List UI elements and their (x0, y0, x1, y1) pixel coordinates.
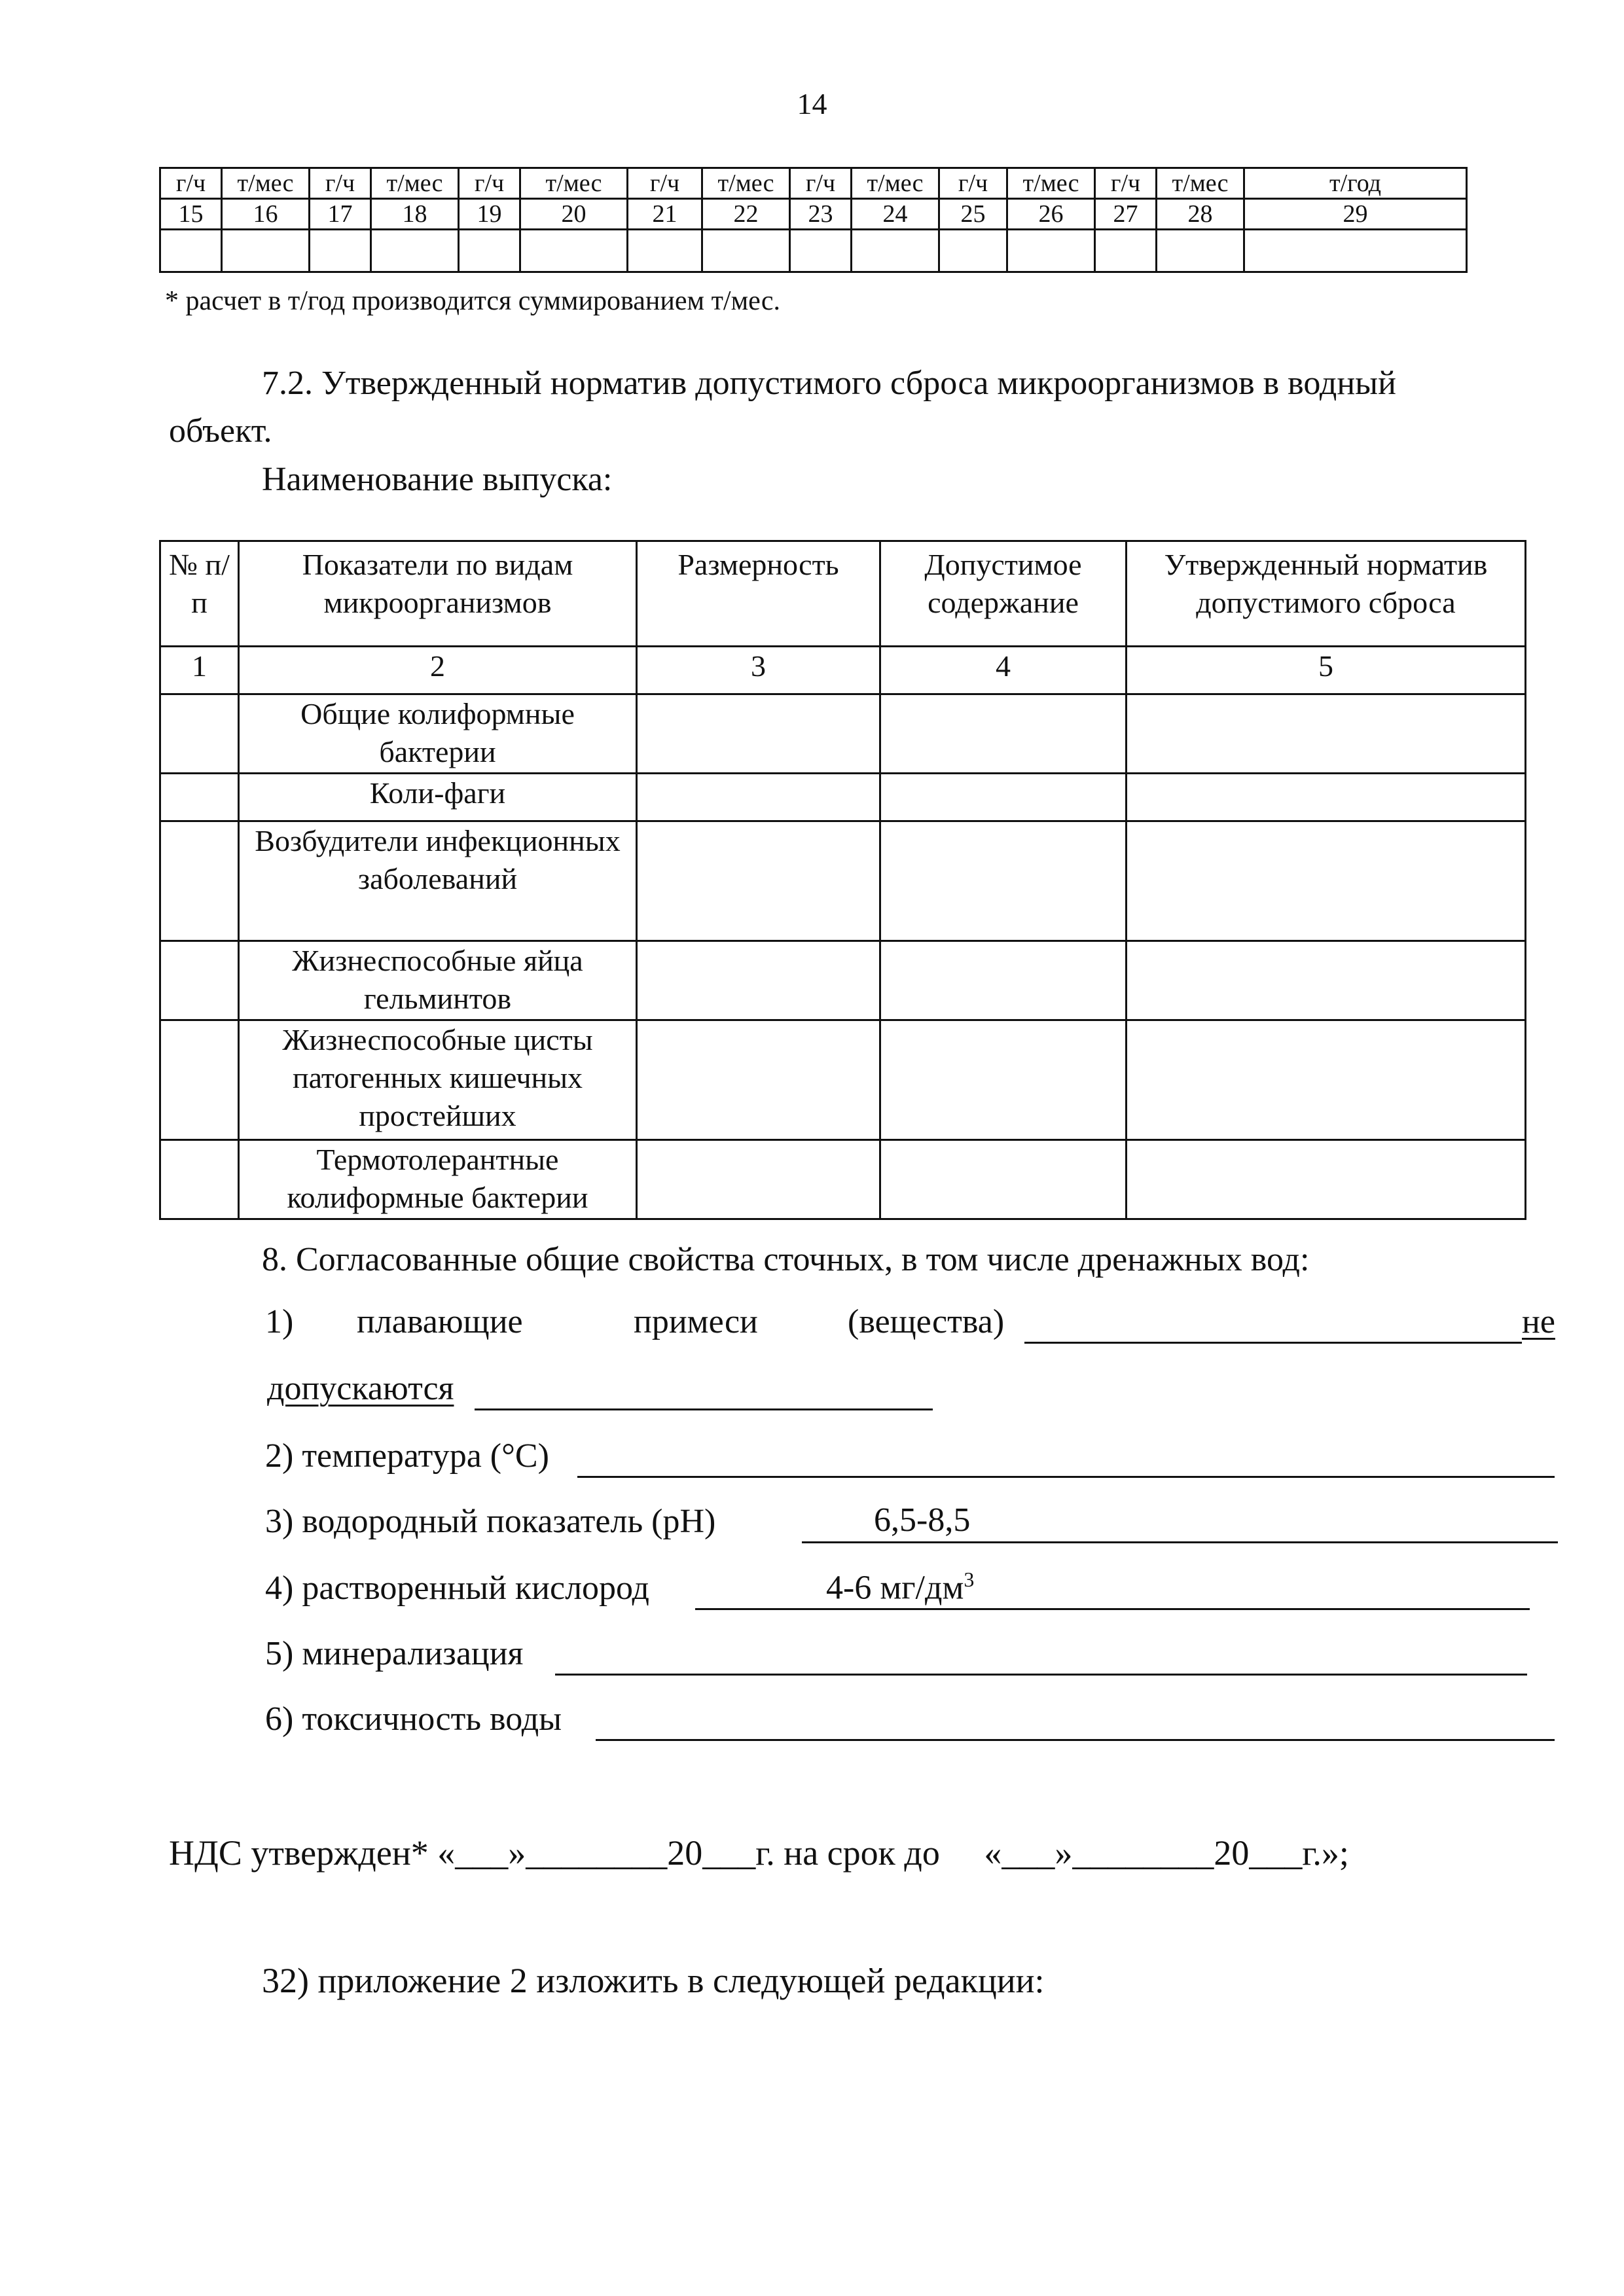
micro-indicator-name: Возбудители инфекционных заболеваний (239, 821, 637, 941)
monthly-unit-cell: г/ч (790, 168, 852, 199)
monthly-unit-cell: т/мес (852, 168, 939, 199)
item5-fill-line (555, 1674, 1527, 1676)
micro-indicator-name: Общие колиформные бактерии (239, 694, 637, 774)
monthly-number-cell: 15 (160, 199, 222, 230)
micro-empty-cell (880, 694, 1127, 774)
micro-number-cell: 5 (1127, 647, 1526, 694)
micro-empty-cell (880, 1020, 1127, 1140)
monthly-unit-cell: г/ч (310, 168, 371, 199)
micro-indicator-name: Жизнеспособные яйца гельминтов (239, 941, 637, 1020)
monthly-table-blank-row (160, 230, 1467, 272)
item1-value-end: не (1522, 1303, 1555, 1340)
item4-value: 4-6 $мг/дм^3$ (826, 1568, 975, 1607)
monthly-blank-cell (790, 230, 852, 272)
monthly-blank-cell (222, 230, 310, 272)
monthly-blank-cell (1007, 230, 1095, 272)
monthly-number-cell: 25 (939, 199, 1007, 230)
footnote: * расчет в т/год производится суммированием т/мес. (165, 286, 780, 316)
monthly-unit-cell: т/мес (702, 168, 790, 199)
monthly-unit-cell: т/мес (222, 168, 310, 199)
micro-empty-cell (637, 774, 880, 821)
monthly-unit-cell: г/ч (628, 168, 702, 199)
item6-label: 6) токсичность воды (265, 1700, 562, 1738)
item1-label-a: 1) (265, 1303, 294, 1340)
monthly-blank-cell (1244, 230, 1467, 272)
monthly-number-cell: 23 (790, 199, 852, 230)
micro-empty-cell (880, 821, 1127, 941)
micro-table-row (160, 821, 1526, 941)
item2-fill-line (577, 1476, 1555, 1478)
micro-empty-cell (880, 941, 1127, 1020)
item-32: 32) приложение 2 изложить в следующей редакции: (262, 1961, 1045, 2000)
micro-empty-cell (1127, 774, 1526, 821)
micro-empty-cell (637, 694, 880, 774)
monthly-blank-cell (310, 230, 371, 272)
micro-empty-cell (160, 1020, 239, 1140)
item1-value-cont: допускаются (267, 1370, 454, 1407)
item4-value-sup: 3 (964, 1568, 975, 1591)
micro-header-cell: Показатели по видам микроорганизмов (239, 541, 637, 647)
page-number: 14 (797, 87, 827, 120)
micro-table-row (160, 941, 1526, 1020)
item5-label: 5) минерализация (265, 1635, 524, 1672)
micro-table-row (160, 1020, 1526, 1140)
section-7-2-heading-cont: объект. (169, 412, 272, 450)
monthly-number-cell: 22 (702, 199, 790, 230)
monthly-blank-cell (1095, 230, 1157, 272)
item1-label-c: примеси (634, 1303, 758, 1340)
micro-empty-cell (1127, 1140, 1526, 1219)
micro-header-cell: Утвержденный норматив допустимого сброса (1127, 541, 1526, 647)
micro-header-cell: Допустимое содержание (880, 541, 1127, 647)
micro-number-cell: 4 (880, 647, 1127, 694)
section-8-heading: 8. Согласованные общие свойства сточных, в том числе дренажных вод: (262, 1241, 1310, 1278)
micro-number-cell: 2 (239, 647, 637, 694)
monthly-blank-cell (459, 230, 520, 272)
outlet-label: Наименование выпуска: (262, 461, 613, 498)
monthly-unit-cell: т/год (1244, 168, 1467, 199)
micro-empty-cell (880, 774, 1127, 821)
monthly-unit-cell: г/ч (1095, 168, 1157, 199)
monthly-blank-cell (702, 230, 790, 272)
micro-empty-cell (637, 821, 880, 941)
monthly-number-cell: 18 (371, 199, 459, 230)
monthly-unit-cell: т/мес (1007, 168, 1095, 199)
monthly-blank-cell (939, 230, 1007, 272)
monthly-number-cell: 24 (852, 199, 939, 230)
section-7-2-heading: 7.2. Утвержденный норматив допустимого сброса микроорганизмов в водный (262, 365, 1396, 402)
monthly-number-cell: 29 (1244, 199, 1467, 230)
micro-number-cell: 3 (637, 647, 880, 694)
monthly-number-cell: 16 (222, 199, 310, 230)
monthly-blank-cell (628, 230, 702, 272)
monthly-number-cell: 28 (1157, 199, 1244, 230)
item3-value: 6,5-8,5 (874, 1501, 971, 1539)
micro-table (159, 540, 1526, 1220)
monthly-number-cell: 20 (520, 199, 628, 230)
micro-table-row (160, 1140, 1526, 1219)
monthly-unit-cell: г/ч (459, 168, 520, 199)
monthly-number-cell: 19 (459, 199, 520, 230)
micro-empty-cell (160, 774, 239, 821)
monthly-number-cell: 26 (1007, 199, 1095, 230)
micro-table-numbers-row (160, 647, 1526, 694)
monthly-unit-cell: г/ч (160, 168, 222, 199)
item3-label: 3) водородный показатель (рН) (265, 1503, 716, 1540)
item3-fill-line (802, 1541, 1558, 1543)
micro-empty-cell (880, 1140, 1127, 1219)
micro-number-cell: 1 (160, 647, 239, 694)
item1-fill-line-2 (475, 1408, 933, 1410)
micro-empty-cell (160, 941, 239, 1020)
micro-empty-cell (637, 941, 880, 1020)
monthly-number-cell: 21 (628, 199, 702, 230)
micro-table-header-row (160, 541, 1526, 647)
micro-empty-cell (160, 694, 239, 774)
monthly-table-units-row (160, 168, 1467, 199)
micro-table-row (160, 774, 1526, 821)
monthly-unit-cell: т/мес (520, 168, 628, 199)
monthly-table (159, 167, 1468, 273)
item2-label: 2) температура (°С) (265, 1437, 549, 1475)
monthly-blank-cell (160, 230, 222, 272)
micro-empty-cell (1127, 941, 1526, 1020)
micro-indicator-name: Термотолерантные колиформные бактерии (239, 1140, 637, 1219)
monthly-blank-cell (852, 230, 939, 272)
item4-fill-line (695, 1608, 1530, 1610)
monthly-blank-cell (520, 230, 628, 272)
monthly-table-numbers-row (160, 199, 1467, 230)
micro-empty-cell (637, 1020, 880, 1140)
micro-empty-cell (1127, 1020, 1526, 1140)
micro-empty-cell (160, 1140, 239, 1219)
monthly-blank-cell (371, 230, 459, 272)
micro-empty-cell (1127, 694, 1526, 774)
micro-indicator-name: Коли-фаги (239, 774, 637, 821)
item4-label: 4) растворенный кислород (265, 1570, 649, 1607)
item6-fill-line (596, 1739, 1555, 1741)
item1-label-b: плавающие (357, 1303, 523, 1340)
micro-indicator-name: Жизнеспособные цисты патогенных кишечных простейших (239, 1020, 637, 1140)
micro-table-row (160, 694, 1526, 774)
nds-approval-line: НДС утвержден* «___»________20___г. на срок до «___»________20___г.»; (169, 1833, 1349, 1873)
micro-empty-cell (637, 1140, 880, 1219)
monthly-unit-cell: т/мес (371, 168, 459, 199)
micro-header-cell: № п/п (160, 541, 239, 647)
micro-empty-cell (160, 821, 239, 941)
item1-fill-line (1024, 1342, 1522, 1344)
monthly-number-cell: 17 (310, 199, 371, 230)
monthly-blank-cell (1157, 230, 1244, 272)
monthly-number-cell: 27 (1095, 199, 1157, 230)
micro-header-cell: Размерность (637, 541, 880, 647)
item1-label-d: (вещества) (848, 1303, 1005, 1340)
micro-empty-cell (1127, 821, 1526, 941)
monthly-unit-cell: т/мес (1157, 168, 1244, 199)
monthly-unit-cell: г/ч (939, 168, 1007, 199)
